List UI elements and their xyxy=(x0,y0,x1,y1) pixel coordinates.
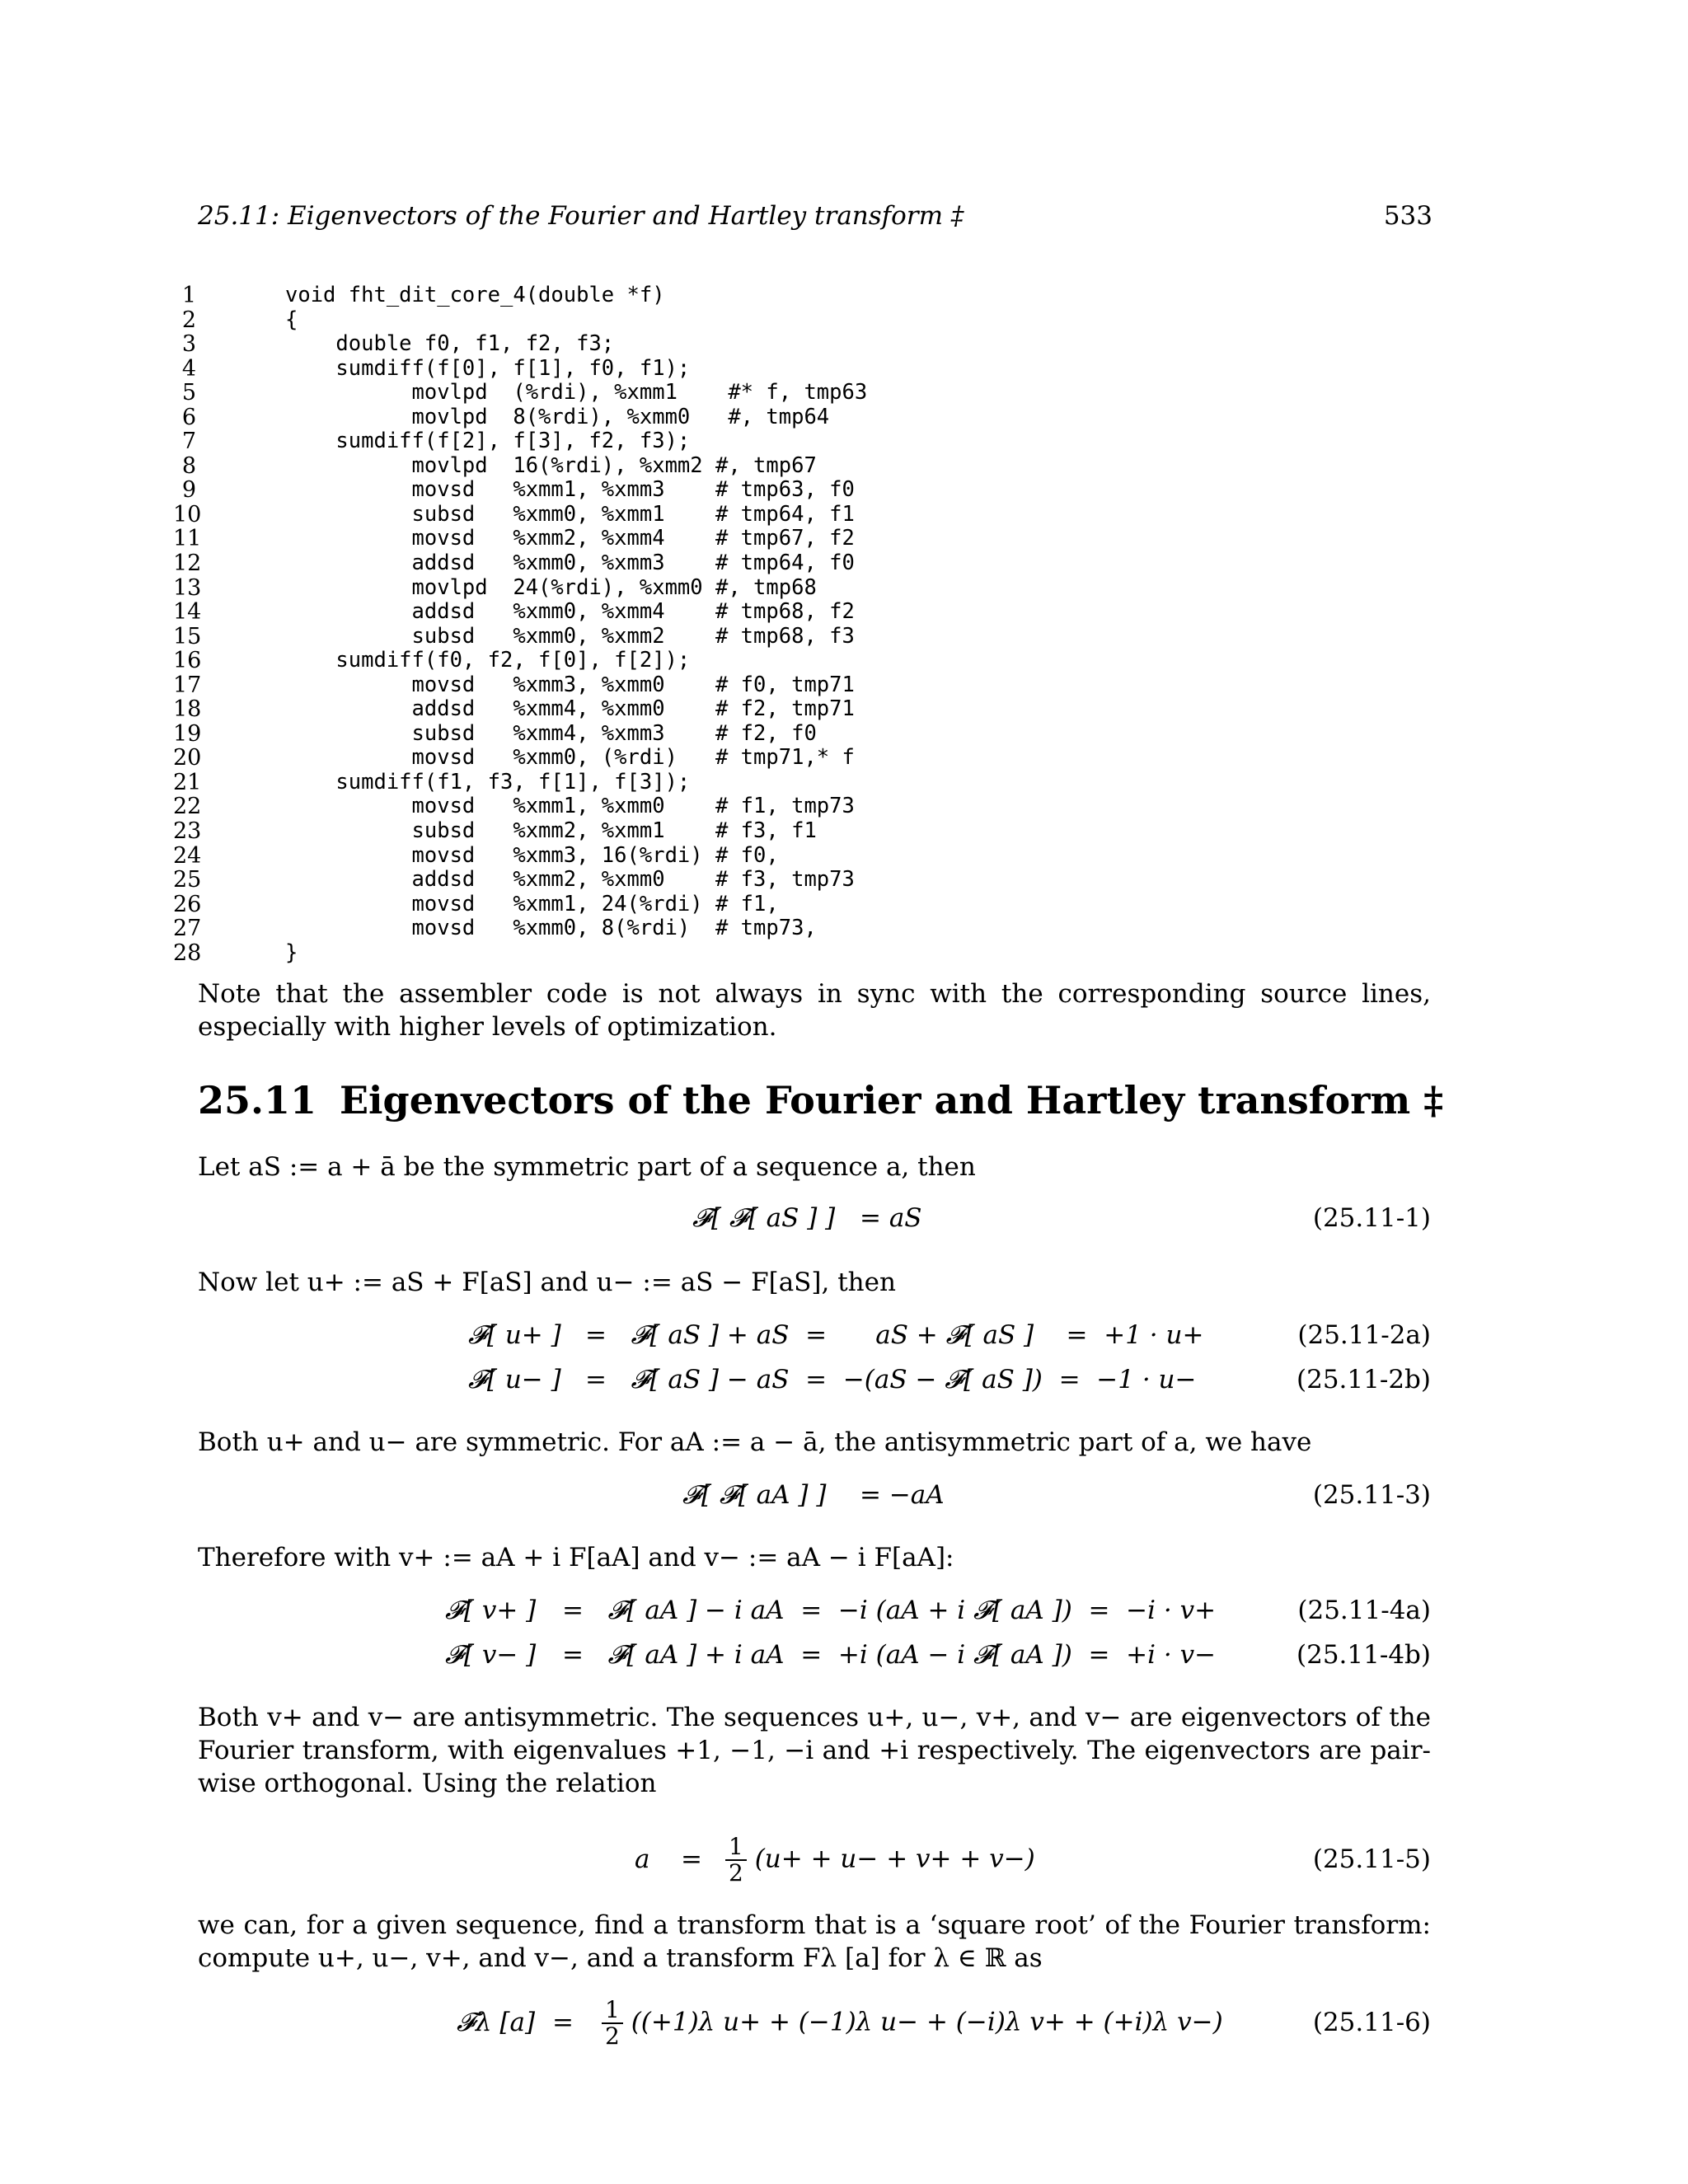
equation-number: (25.11-2a) xyxy=(1297,1320,1431,1350)
running-header xyxy=(198,201,1432,237)
code-text: movsd %xmm3, %xmm0 # f0, tmp71 xyxy=(285,672,855,697)
equation-rhs-group xyxy=(602,1998,1223,2049)
code-line xyxy=(173,673,997,698)
fraction-numerator: 1 xyxy=(729,1833,743,1860)
equation-rhs: = 𝓕[ aS ] − aS = −(aS − 𝓕[ aS ]) = −1 · u− xyxy=(585,1365,1197,1394)
code-text: movlpd 16(%rdi), %xmm2 #, tmp67 xyxy=(285,452,817,478)
line-number: 28 xyxy=(173,940,202,966)
equation-lhs: 𝓕[ v− ] xyxy=(445,1640,537,1670)
equation-number: (25.11-6) xyxy=(1312,2008,1431,2037)
equation-rhs: = 𝓕[ aA ] − i aA = −i (aA + i 𝓕[ aA ]) = −i · v+ xyxy=(562,1596,1217,1625)
code-line xyxy=(173,284,997,308)
line-number: 14 xyxy=(173,599,202,626)
code-text: subsd %xmm0, %xmm1 # tmp64, f1 xyxy=(285,501,855,527)
code-line xyxy=(173,722,997,747)
paragraph-antisymmetric-part: Both u+ and u− are symmetric. For aA := a − ā, the antisymmetric part of a, we have xyxy=(198,1427,1312,1457)
code-text: movlpd 24(%rdi), %xmm0 #, tmp68 xyxy=(285,574,817,600)
code-line xyxy=(173,576,997,601)
code-line xyxy=(173,893,997,917)
code-line xyxy=(173,868,997,893)
line-number: 4 xyxy=(181,355,196,382)
line-number: 24 xyxy=(173,842,202,869)
equation-equals: = xyxy=(681,1844,702,1874)
line-number: 11 xyxy=(173,526,202,552)
equation-lhs: 𝓕λ [a] xyxy=(457,2008,536,2037)
paragraph-square-root: we can, for a given sequence, find a transform that is a ‘square root’ of the Fourier transform: compute u+, u−, v+, and v−, and a transform Fλ [a] for λ ∈ ℝ as xyxy=(198,1910,1431,1973)
code-text: movsd %xmm1, %xmm0 # f1, tmp73 xyxy=(285,794,855,819)
fraction-one-half xyxy=(725,1835,747,1886)
code-text: addsd %xmm4, %xmm0 # f2, tmp71 xyxy=(285,696,855,722)
line-number: 23 xyxy=(173,818,202,845)
equation-lhs: 𝓕[ u− ] xyxy=(468,1365,561,1394)
equation-rhs: = 𝓕[ aA ] + i aA = +i (aA − i 𝓕[ aA ]) = +i · v− xyxy=(562,1640,1217,1670)
line-number: 16 xyxy=(173,648,202,674)
line-number: 7 xyxy=(181,429,196,455)
code-line xyxy=(173,649,997,673)
code-line xyxy=(173,503,997,527)
code-text: subsd %xmm0, %xmm2 # tmp68, f3 xyxy=(285,623,855,649)
equation-equals: = xyxy=(552,2008,574,2037)
equation-number: (25.11-1) xyxy=(1312,1203,1431,1233)
line-number: 15 xyxy=(173,623,202,649)
code-line xyxy=(173,527,997,551)
equation-number: (25.11-3) xyxy=(1312,1480,1431,1510)
code-text: movsd %xmm2, %xmm4 # tmp67, f2 xyxy=(285,526,855,551)
code-line xyxy=(173,697,997,722)
code-line xyxy=(173,308,997,333)
code-line xyxy=(173,941,997,966)
code-text: subsd %xmm4, %xmm3 # f2, f0 xyxy=(285,720,817,746)
equation-number: (25.11-4b) xyxy=(1296,1640,1431,1670)
fraction-one-half xyxy=(602,1998,623,2049)
line-number: 3 xyxy=(181,331,196,358)
equation-rhs: = 𝓕[ aS ] + aS = aS + 𝓕[ aS ] = +1 · u+ xyxy=(585,1320,1204,1350)
equation-25-11-2a xyxy=(198,1320,1431,1358)
line-number: 20 xyxy=(173,745,202,771)
equation-rhs: ((+1)λ u+ + (−1)λ u− + (−i)λ v+ + (+i)λ v−) xyxy=(631,2007,1223,2037)
code-text: movsd %xmm1, 24(%rdi) # f1, xyxy=(285,891,779,916)
line-number: 27 xyxy=(173,916,202,942)
equation-rhs: = aS xyxy=(860,1203,922,1233)
paragraph-symmetric-part: Let aS := a + ā be the symmetric part of a sequence a, then xyxy=(198,1152,976,1182)
code-text: movlpd (%rdi), %xmm1 #* f, tmp63 xyxy=(285,380,868,405)
line-number: 2 xyxy=(181,307,196,333)
page-number: 533 xyxy=(1383,201,1432,231)
line-number: 25 xyxy=(173,867,202,893)
equation-25-11-4a xyxy=(198,1596,1431,1633)
code-line xyxy=(173,844,997,869)
code-text: sumdiff(f[0], f[1], f0, f1); xyxy=(285,355,691,381)
equation-25-11-3 xyxy=(198,1480,1431,1518)
code-text: void fht_dit_core_4(double *f) xyxy=(285,283,665,307)
equation-lhs: 𝓕[ 𝓕[ aA ] ] xyxy=(682,1480,827,1510)
code-line xyxy=(173,429,997,454)
code-line xyxy=(173,357,997,382)
line-number: 22 xyxy=(173,794,202,820)
fraction-denominator: 2 xyxy=(602,2022,623,2049)
equation-number: (25.11-5) xyxy=(1312,1844,1431,1874)
code-text: movlpd 8(%rdi), %xmm0 #, tmp64 xyxy=(285,404,830,429)
line-number: 19 xyxy=(173,720,202,747)
code-text: movsd %xmm0, 8(%rdi) # tmp73, xyxy=(285,916,817,941)
code-text: sumdiff(f[2], f[3], f2, f3); xyxy=(285,429,691,454)
code-line xyxy=(173,625,997,649)
code-line xyxy=(173,916,997,941)
code-text: double f0, f1, f2, f3; xyxy=(285,331,615,357)
line-number: 6 xyxy=(181,404,196,430)
running-header-title: 25.11: Eigenvectors of the Fourier and Hartley transform ‡ xyxy=(198,201,964,231)
code-line xyxy=(173,771,997,795)
equation-25-11-6 xyxy=(198,1998,1431,2055)
paragraph-eigenvectors: Both v+ and v− are antisymmetric. The sequences u+, u−, v+, and v− are eigenvectors of the Fourier transform, with eigenvalues +1, −1, −i and +i respectively. The eigenvectors are pair-wise orthogonal. Using the relation xyxy=(198,1703,1431,1798)
line-number: 10 xyxy=(173,501,202,527)
code-text: addsd %xmm0, %xmm3 # tmp64, f0 xyxy=(285,551,855,576)
code-line xyxy=(173,454,997,479)
code-line xyxy=(173,332,997,357)
equation-lhs: 𝓕[ 𝓕[ aS ] ] xyxy=(692,1203,836,1233)
code-line xyxy=(173,794,997,819)
equation-lhs: a xyxy=(635,1844,650,1874)
line-number: 26 xyxy=(173,891,202,917)
code-line xyxy=(173,405,997,430)
equation-rhs-group xyxy=(725,1835,1035,1886)
code-listing xyxy=(173,284,997,965)
section-number: 25.11 xyxy=(198,1078,317,1122)
equation-25-11-2b xyxy=(198,1365,1431,1403)
line-number: 21 xyxy=(173,769,202,795)
code-text: addsd %xmm0, %xmm4 # tmp68, f2 xyxy=(285,599,855,625)
code-text: movsd %xmm3, 16(%rdi) # f0, xyxy=(285,842,779,868)
code-line xyxy=(173,478,997,503)
fraction-denominator: 2 xyxy=(725,1859,747,1886)
equation-lhs: 𝓕[ u+ ] xyxy=(468,1320,561,1350)
code-line xyxy=(173,819,997,844)
equation-25-11-1 xyxy=(198,1203,1431,1241)
line-number: 18 xyxy=(173,696,202,723)
line-number: 13 xyxy=(173,574,202,601)
paragraph-v-definition: Therefore with v+ := aA + i F[aA] and v− := aA − i F[aA]: xyxy=(198,1543,954,1572)
equation-rhs: = −aA xyxy=(860,1480,945,1510)
equation-number: (25.11-4a) xyxy=(1297,1596,1431,1625)
code-line xyxy=(173,551,997,576)
line-number: 9 xyxy=(181,477,196,504)
line-number: 1 xyxy=(181,283,196,308)
code-text: addsd %xmm2, %xmm0 # f3, tmp73 xyxy=(285,867,855,893)
equation-lhs: 𝓕[ v+ ] xyxy=(445,1596,537,1625)
paragraph-u-definition: Now let u+ := aS + F[aS] and u− := aS − F[aS], then xyxy=(198,1268,896,1297)
code-line xyxy=(173,746,997,771)
code-text: { xyxy=(285,307,298,332)
equation-25-11-5 xyxy=(198,1835,1431,1892)
equation-rhs: (u+ + u− + v+ + v−) xyxy=(754,1844,1035,1874)
section-title: Eigenvectors of the Fourier and Hartley transform ‡ xyxy=(340,1078,1444,1122)
line-number: 8 xyxy=(181,452,196,479)
line-number: 17 xyxy=(173,672,202,698)
code-text: } xyxy=(285,940,298,965)
code-text: subsd %xmm2, %xmm1 # f3, f1 xyxy=(285,818,817,844)
line-number: 12 xyxy=(173,551,202,577)
code-line xyxy=(173,381,997,405)
code-text: sumdiff(f0, f2, f[0], f[2]); xyxy=(285,648,691,673)
equation-number: (25.11-2b) xyxy=(1296,1365,1431,1394)
line-number: 5 xyxy=(181,380,196,406)
note-paragraph: Note that the assembler code is not always in sync with the corresponding source lines, especially with higher levels of optimization. xyxy=(198,979,1431,1042)
code-line xyxy=(173,600,997,625)
code-text: sumdiff(f1, f3, f[1], f[3]); xyxy=(285,769,691,794)
code-text: movsd %xmm1, %xmm3 # tmp63, f0 xyxy=(285,477,855,503)
code-text: movsd %xmm0, (%rdi) # tmp71,* f xyxy=(285,745,855,771)
equation-25-11-4b xyxy=(198,1640,1431,1678)
section-heading xyxy=(198,1078,1443,1122)
fraction-numerator: 1 xyxy=(605,1996,620,2023)
